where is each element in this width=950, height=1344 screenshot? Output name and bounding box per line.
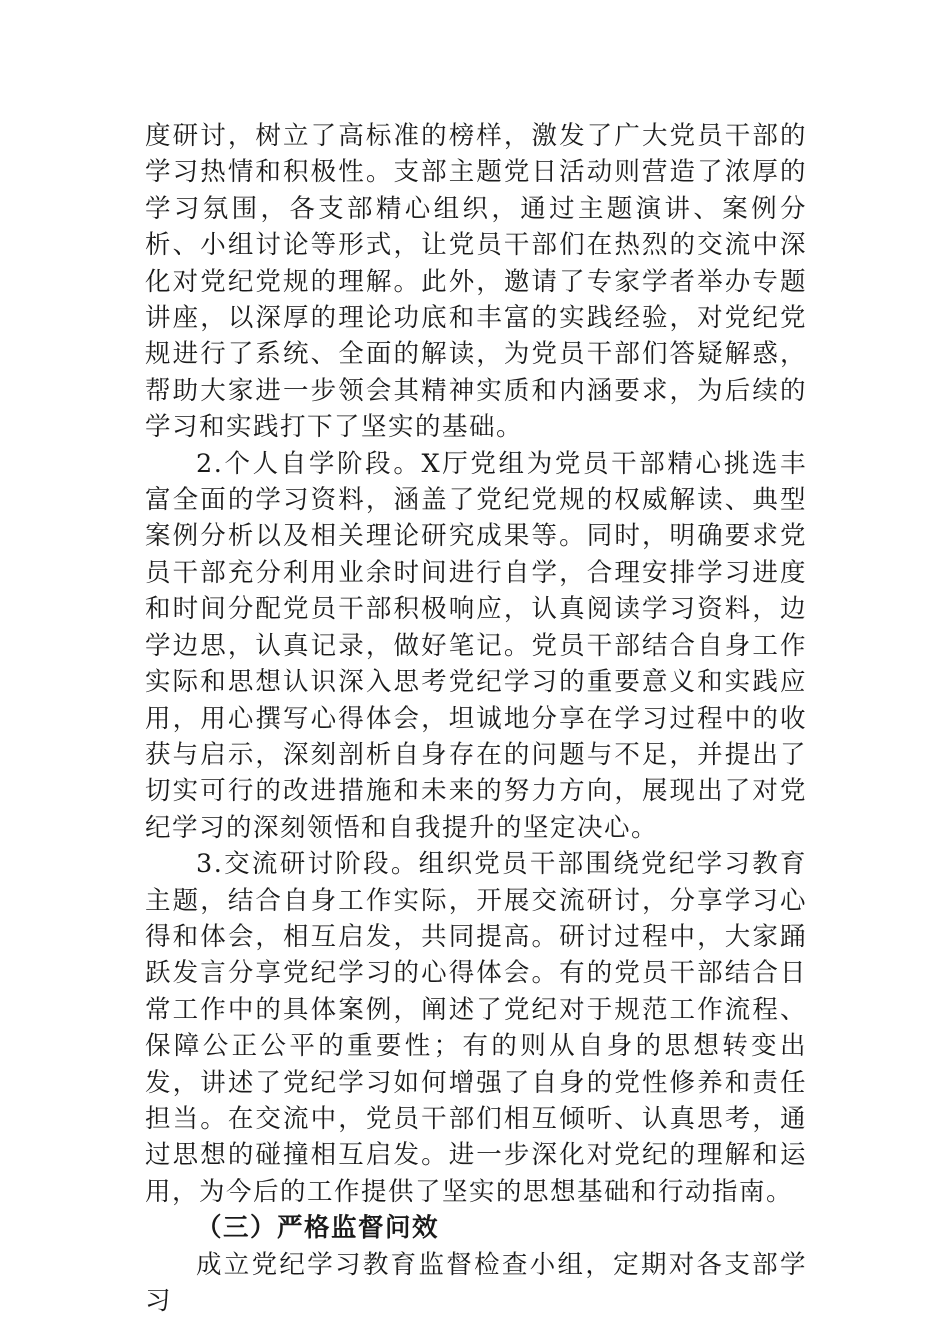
- paragraph-supervision-group: 成立党纪学习教育监督检查小组，定期对各支部学习: [145, 1249, 807, 1316]
- section-heading-supervision: （三）严格监督问效: [196, 1213, 440, 1244]
- paragraph-exchange-discussion-stage: 3.交流研讨阶段。组织党员干部围绕党纪学习教育主题，结合自身工作实际，开展交流研讨，分享学习心得和体会，相互启发，共同提高。研讨过程中，大家踊跃发言分享党纪学习的心得体会。有的党员干部结合日常工作中的具体案例，阐述了党纪对于规范工作流程、保障公正公平的重要性；有的则从自身的思想转变出发，讲述了党纪学习如何增强了自身的党性修养和责任担当。在交流中，党员干部们相互倾听、认真思考，通过思想的碰撞相互启发。进一步深化对党纪的理解和运用，为今后的工作提供了坚实的思想基础和行动指南。: [145, 849, 807, 1207]
- paragraph-self-study-stage: 2.个人自学阶段。X厅党组为党员干部精心挑选丰富全面的学习资料，涵盖了党纪党规的权威解读、典型案例分析以及相关理论研究成果等。同时，明确要求党员干部充分利用业余时间进行自学，合理安排学习进度和时间分配党员干部积极响应，认真阅读学习资料，边学边思，认真记录，做好笔记。党员干部结合自身工作实际和思想认识深入思考党纪学习的重要意义和实践应用，用心撰写心得体会，坦诚地分享在学习过程中的收获与启示，深刻剖析自身存在的问题与不足，并提出了切实可行的改进措施和未来的努力方向，展现出了对党纪学习的深刻领悟和自我提升的坚定决心。: [145, 448, 807, 843]
- document-page: [145, 118, 807, 1319]
- paragraph-study-activities: 度研讨，树立了高标准的榜样，激发了广大党员干部的学习热情和积极性。支部主题党日活动则营造了浓厚的学习氛围，各支部精心组织，通过主题演讲、案例分析、小组讨论等形式，让党员干部们在热烈的交流中深化对党纪党规的理解。此外，邀请了专家学者举办专题讲座，以深厚的理论功底和丰富的实践经验，对党纪党规进行了系统、全面的解读，为党员干部们答疑解惑，帮助大家进一步领会其精神实质和内涵要求，为后续的学习和实践打下了坚实的基础。: [145, 121, 807, 443]
